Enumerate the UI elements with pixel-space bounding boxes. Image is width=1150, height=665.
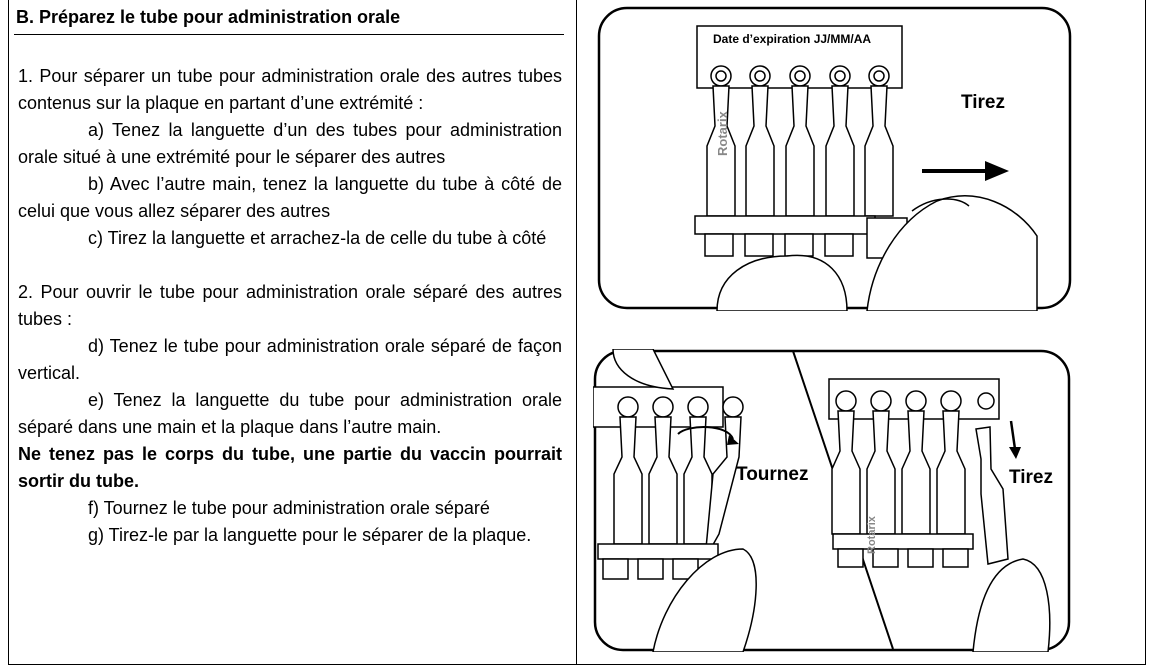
step1-intro: 1. Pour séparer un tube pour administration orale des autres tubes contenus sur la plaque en partant d’une extrémité : (18, 66, 562, 113)
figure-separate-tube (597, 6, 1072, 311)
tube-brand-label: Rotarix (715, 111, 730, 156)
step2-e: e) Tenez la languette du tube pour administration orale séparé dans une main et la plaque dans l’autre main. (18, 390, 562, 437)
step2-f: f) Tournez le tube pour administration orale séparé (88, 498, 490, 518)
section-title: B. Préparez le tube pour administration orale (14, 0, 564, 35)
step2-intro: 2. Pour ouvrir le tube pour administration orale séparé des autres tubes : (18, 282, 562, 329)
figure-twist-pull (593, 349, 1071, 652)
step2-warning: Ne tenez pas le corps du tube, une partie du vaccin pourrait sortir du tube. (18, 444, 562, 491)
step2-d: d) Tenez le tube pour administration orale séparé de façon vertical. (18, 336, 562, 383)
pull-label: Tirez (961, 92, 1006, 113)
step1-a: a) Tenez la languette d’un des tubes pour administration orale situé à une extrémité pour le séparer des autres (18, 120, 562, 167)
instructions-text (18, 63, 562, 549)
step1-c: c) Tirez la languette et arrachez-la de celle du tube à côté (88, 228, 547, 248)
column-divider (576, 0, 577, 665)
instructions-column (18, 0, 562, 549)
step1-b: b) Avec l’autre main, tenez la languette du tube à côté de celui que vous allez séparer des autres (18, 174, 562, 221)
pull-label-2: Tirez (1009, 467, 1054, 488)
expiry-date-label: Date d’expiration JJ/MM/AA (713, 32, 872, 46)
twist-label: Tournez (736, 464, 809, 485)
step2-g: g) Tirez-le par la languette pour le séparer de la plaque. (88, 525, 532, 545)
figure-separate-tube-illustration (597, 6, 1072, 311)
tube-brand-label-2: Rotarix (866, 516, 878, 554)
figure-twist-pull-illustration (593, 349, 1071, 652)
